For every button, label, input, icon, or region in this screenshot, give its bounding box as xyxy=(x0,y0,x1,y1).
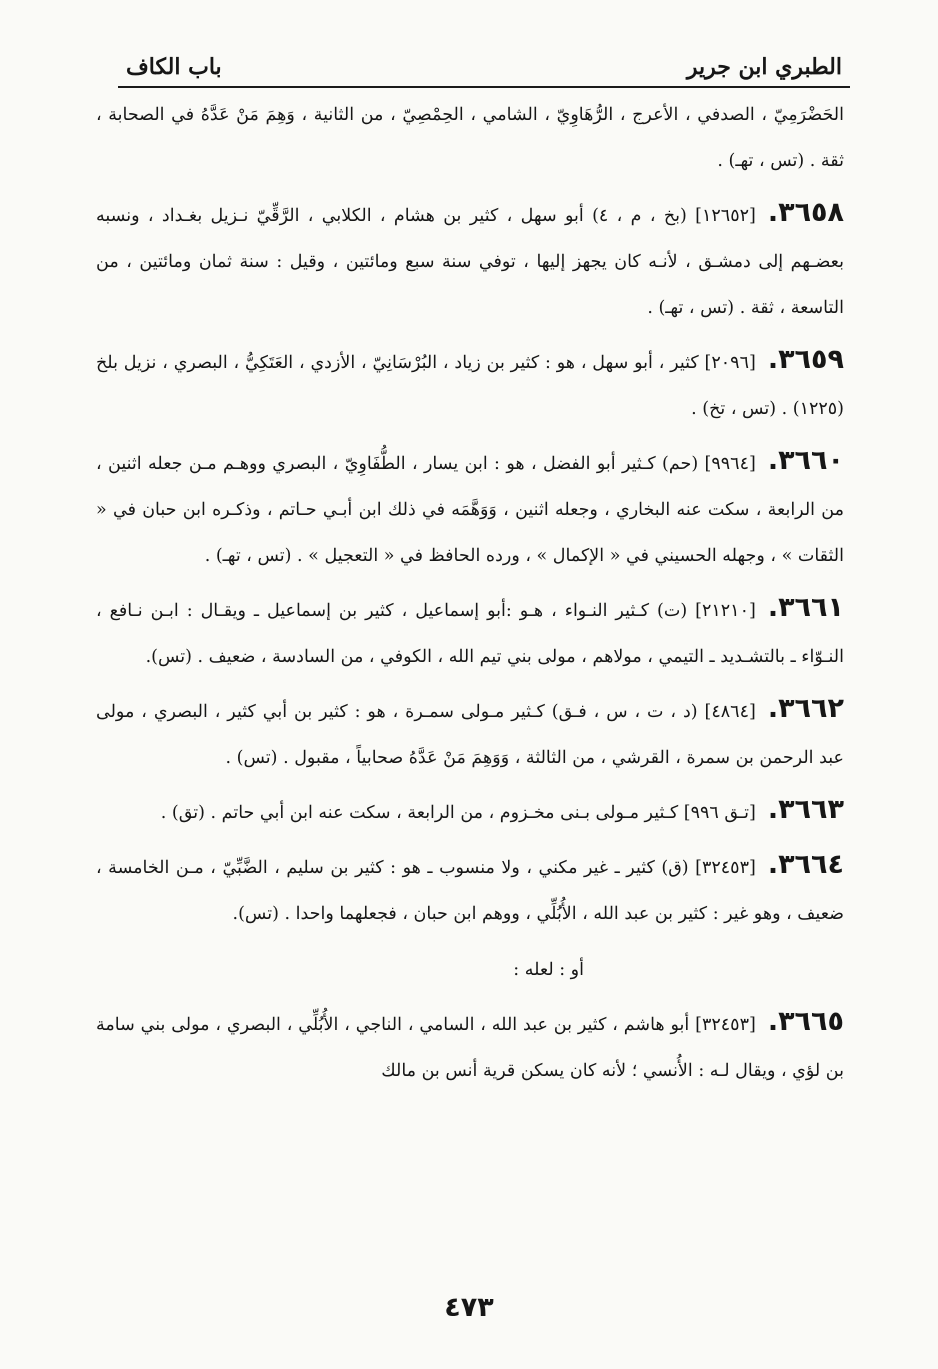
entry-number: ٣٦٦٥. xyxy=(767,1006,844,1037)
header-chapter-title: باب الكاف xyxy=(126,54,222,80)
editor-note: أو : لعله : xyxy=(513,960,584,980)
header-rule xyxy=(118,86,850,88)
entry-3660 xyxy=(96,438,844,579)
entry-number: ٣٦٦٢. xyxy=(767,693,844,724)
entry-text: [٢١٢١٠] (ت) كـثير النـواء ، هـو :أبو إسماعيل ، كثير بن إسماعيل ـ ويقـال : ابـن نـافع ، النـوّاء ـ بالتشـديد ـ التيمي ، مولاهم ، مولى بني تيم الله ، الكوفي ، من السادسة ، ضعيف . (تس). xyxy=(96,601,844,667)
entry-3665 xyxy=(96,999,844,1094)
running-header xyxy=(126,40,842,80)
page-body xyxy=(96,92,844,1100)
entry-number: ٣٦٦٣. xyxy=(767,794,844,825)
entry-number: ٣٦٦١. xyxy=(767,592,844,623)
entry-number: ٣٦٥٨. xyxy=(767,197,845,228)
entry-3661 xyxy=(96,585,844,680)
entry-3663 xyxy=(96,787,844,836)
entry-number: ٣٦٦٠. xyxy=(767,445,844,476)
entry-continuation xyxy=(96,92,844,184)
header-book-title: الطبري ابن جرير xyxy=(686,54,842,80)
entry-text: [٣٢٤٥٣] أبو هاشم ، كثير بن عبد الله ، السامي ، الناجي ، الأُبُلِّي ، البصري ، مولى بني سامة بن لؤي ، ويقال لـه : الأُنسي ؛ لأنه كان يسكن قرية أنس بن مالك xyxy=(96,1015,844,1081)
entry-text: [تـق ٩٩٦] كـثير مـولى بـنى مخـزوم ، من الرابعة ، سكت عنه ابن أبي حاتم . (تق) . xyxy=(160,803,756,823)
entry-3664 xyxy=(96,842,844,937)
entry-text: [٣٢٤٥٣] (ق) كثير ـ غير مكني ، ولا منسوب ـ هو : كثير بن سليم ، الضَّبِّيّ ، مـن الخامسة ، ضعيف ، وهو غير : كثير بن عبد الله ، الأُبُلِّي ، ووهم ابن حبان ، فجعلهما واحدا . (تس). xyxy=(96,858,844,924)
entry-3658 xyxy=(96,190,844,331)
entry-3659 xyxy=(96,337,844,432)
entry-text: الحَضْرَمِيّ ، الصدفي ، الأعرج ، الرُّهَاوِيّ ، الشامي ، الحِمْصِيّ ، من الثانية ، وَهِمَ مَنْ عَدَّهُ في الصحابة ، ثقة . (تس ، تهـ) . xyxy=(96,105,844,171)
page-number: ٤٧٣ xyxy=(444,1292,494,1323)
entry-3662 xyxy=(96,686,844,781)
entry-text: [٩٩٦٤] (حم) كـثير أبو الفضل ، هو : ابن يسار ، الطُّفَاوِيّ ، البصري ووهـم مـن جعله اثنين ، من الرابعة ، سكت عنه البخاري ، وجعله اثنين ، وَوَهَّمَه في ذلك ابن أبـي حـاتم ، وذكـره ابن حبان في « الثقات » ، وجهله الحسيني في « الإكمال » ، ورده الحافظ في « التعجيل » . (تس ، تهـ) . xyxy=(96,454,844,566)
entry-number: ٣٦٦٤. xyxy=(767,849,844,880)
entry-text: [٢٠٩٦] كثير ، أبو سهل ، هو : كثير بن زياد ، البُرْسَانِيّ ، الأزدي ، العَتَكِيُّ ، البصري ، نزيل بلخ (١٢٢٥) . (تس ، تخ) . xyxy=(96,353,844,419)
entry-text: [٤٨٦٤] (د ، ت ، س ، فـق) كـثير مـولى سمـرة ، هو : كثير بن أبي كثير ، البصري ، مولى عبد الرحمن بن سمرة ، القرشي ، من الثالثة ، وَوَهِمَ مَنْ عَدَّهُ صحابياً ، مقبول . (تس) . xyxy=(96,702,844,768)
entry-text: [١٢٦٥٢] (بخ ، م ، ٤) أبو سهل ، كثير بن هشام ، الكلابي ، الرَّقِّيّ نـزيل بغـداد ، ونسبه بعضـهم إلى دمشـق ، لأنـه كان يجهز إليها ، توفي سنة سبع ومائتين ، وقيل : سنة ثمان ومائتين ، من التاسعة ، ثقة . (تس ، تهـ) . xyxy=(96,206,844,318)
entry-number: ٣٦٥٩. xyxy=(767,344,844,375)
